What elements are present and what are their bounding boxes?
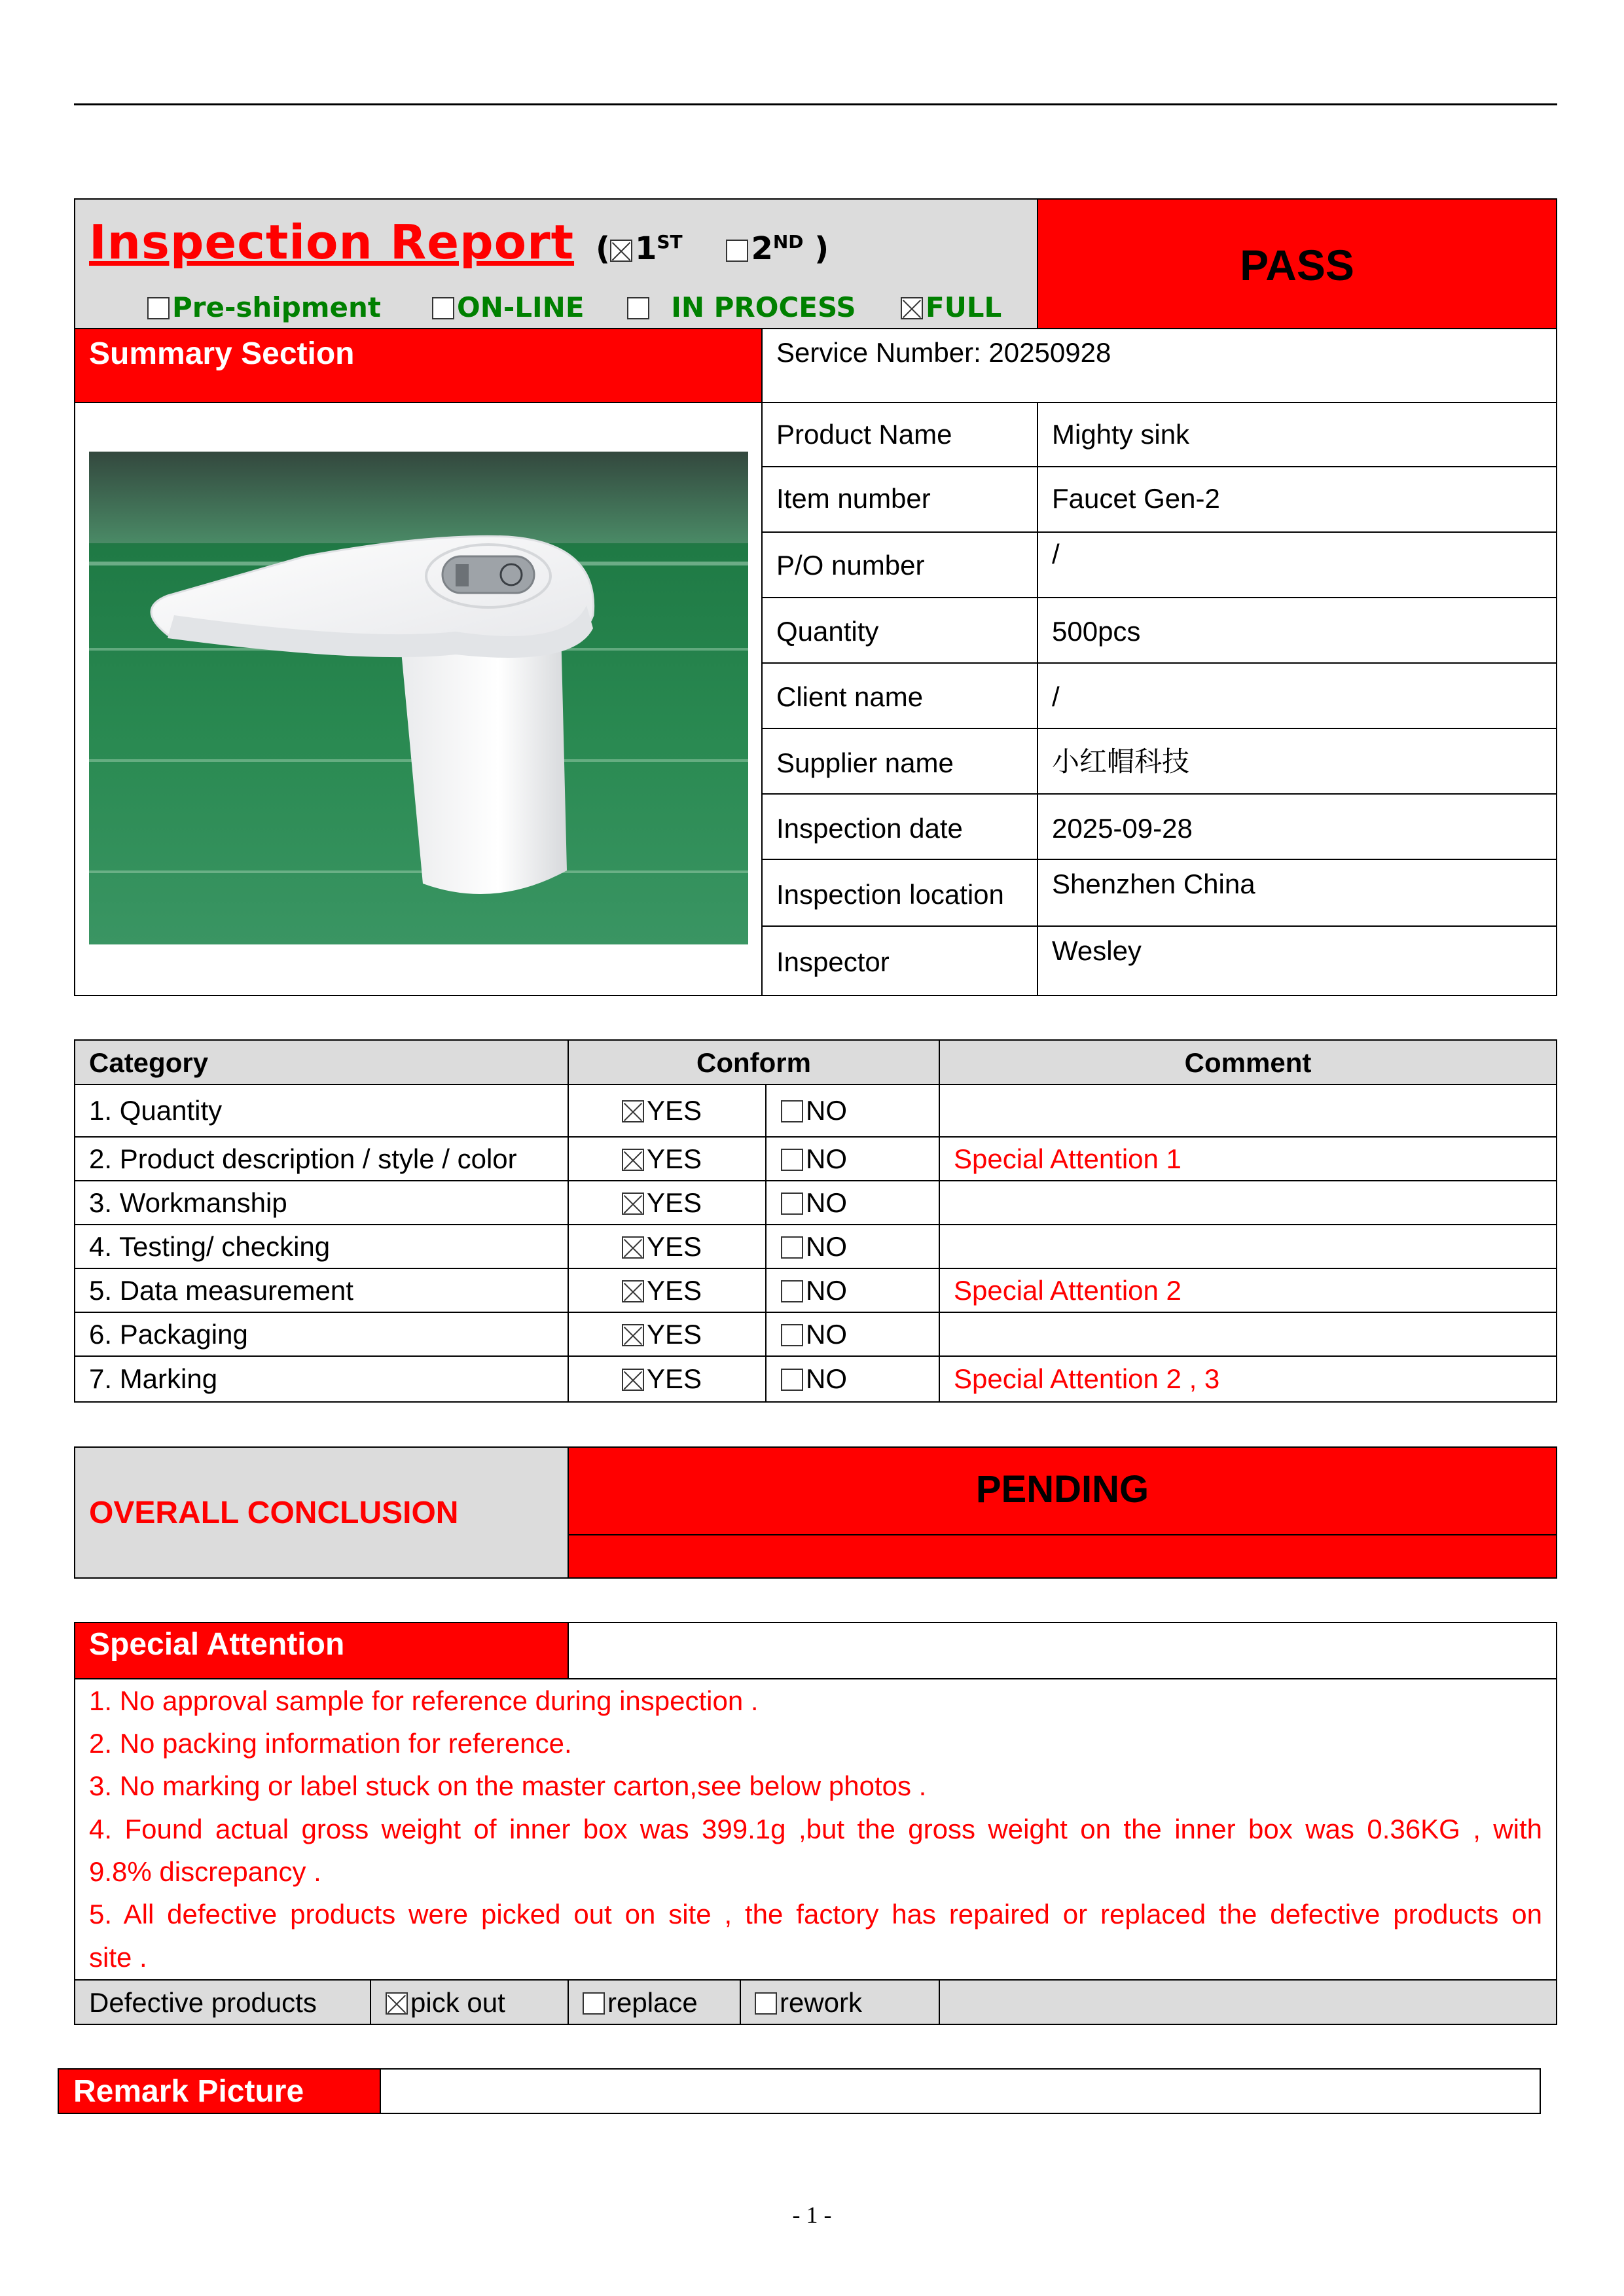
client-name-value: / — [1052, 681, 1060, 712]
report-title: Inspection Report — [89, 215, 575, 270]
no-checkbox[interactable] — [781, 1149, 803, 1171]
remark-title-blank — [380, 2068, 1541, 2114]
replace-checkbox[interactable] — [583, 1992, 605, 2015]
inspection-date-value: 2025-09-28 — [1052, 813, 1193, 844]
conform-header-label: Conform — [696, 1047, 811, 1078]
yes-checkbox[interactable] — [622, 1236, 644, 1259]
attention-item-2: 2. No packing information for reference. — [89, 1728, 572, 1759]
product-name-value: Mighty sink — [1052, 419, 1190, 450]
type-preshipment: Pre-shipment — [147, 294, 381, 321]
category-comment: Special Attention 2 , 3 — [954, 1363, 1220, 1394]
special-attention-title-blank — [568, 1622, 1557, 1679]
client-name-label: Client name — [776, 681, 924, 712]
yes-checkbox[interactable] — [622, 1100, 644, 1122]
round1-checkbox[interactable] — [610, 240, 632, 262]
conform-no: NO — [781, 1277, 847, 1304]
no-checkbox[interactable] — [781, 1324, 803, 1346]
table-cell — [939, 1084, 1557, 1138]
inspection-location-value: Shenzhen China — [1052, 869, 1255, 899]
category-comment: Special Attention 2 — [954, 1275, 1182, 1306]
inspection-date-label: Inspection date — [776, 813, 963, 844]
defective-label: Defective products — [89, 1987, 317, 2018]
comment-header-label: Comment — [1184, 1047, 1312, 1078]
category-comment: Special Attention 1 — [954, 1143, 1182, 1174]
round2-checkbox[interactable] — [726, 240, 748, 262]
service-number: Service Number: 20250928 — [776, 337, 1111, 368]
conform-yes: YES — [622, 1097, 702, 1124]
po-number-value: / — [1052, 539, 1060, 569]
conform-no: NO — [781, 1145, 847, 1173]
no-checkbox[interactable] — [781, 1100, 803, 1122]
conform-no: NO — [781, 1321, 847, 1348]
type-in-process: IN PROCESS — [627, 294, 856, 321]
item-number-value: Faucet Gen-2 — [1052, 483, 1220, 514]
attention-item-5-cont: site . — [89, 1942, 147, 1973]
no-checkbox[interactable] — [781, 1280, 803, 1302]
conform-yes: YES — [622, 1321, 702, 1348]
type-online: ON-LINE — [432, 294, 585, 321]
attention-item-1: 1. No approval sample for reference during inspection . — [89, 1685, 759, 1716]
yes-checkbox[interactable] — [622, 1149, 644, 1171]
option-pick-out: pick out — [386, 1989, 505, 2017]
inspector-value: Wesley — [1052, 935, 1142, 966]
category-label: 3. Workmanship — [89, 1187, 287, 1218]
product-name-label: Product Name — [776, 419, 952, 450]
online-checkbox[interactable] — [432, 297, 454, 319]
category-label: 7. Marking — [89, 1363, 218, 1394]
attention-item-4-cont: 9.8% discrepancy . — [89, 1856, 321, 1887]
preshipment-checkbox[interactable] — [147, 297, 170, 319]
inspection-round: ( 1ST 2ND ) — [596, 230, 829, 267]
no-checkbox[interactable] — [781, 1236, 803, 1259]
attention-item-4: 4. Found actual gross weight of inner box was 399.1g ,but the gross weight on the inner box was 0.36KG , with — [89, 1814, 1542, 1844]
conclusion-value: PENDING — [975, 1468, 1149, 1511]
remark-title: Remark Picture — [73, 2074, 304, 2109]
rework-checkbox[interactable] — [755, 1992, 777, 2015]
yes-checkbox[interactable] — [622, 1324, 644, 1346]
category-label: 6. Packaging — [89, 1319, 248, 1350]
yes-checkbox[interactable] — [622, 1369, 644, 1391]
top-rule — [74, 103, 1557, 105]
special-attention-title: Special Attention — [89, 1627, 345, 1662]
no-checkbox[interactable] — [781, 1193, 803, 1215]
faucet-illustration — [89, 452, 748, 944]
yes-checkbox[interactable] — [622, 1193, 644, 1215]
supplier-name-value: 小红帽科技 — [1052, 745, 1190, 778]
attention-item-5: 5. All defective products were picked out on site , the factory has repaired or replaced the defective products on — [89, 1899, 1542, 1929]
pick-out-checkbox[interactable] — [386, 1992, 408, 2015]
conform-no: NO — [781, 1097, 847, 1124]
inspector-label: Inspector — [776, 946, 890, 977]
inspection-location-label: Inspection location — [776, 879, 1004, 910]
in-process-checkbox[interactable] — [627, 297, 649, 319]
summary-title: Summary Section — [89, 336, 355, 371]
type-full: FULL — [901, 294, 1001, 321]
page-number: - 1 - — [792, 2202, 832, 2228]
category-label: 5. Data measurement — [89, 1275, 353, 1306]
quantity-label: Quantity — [776, 616, 879, 647]
conform-no: NO — [781, 1365, 847, 1393]
conform-no: NO — [781, 1233, 847, 1261]
conform-yes: YES — [622, 1189, 702, 1217]
po-number-label: P/O number — [776, 550, 925, 581]
conclusion-sub-box — [568, 1534, 1557, 1579]
product-photo — [89, 452, 748, 944]
supplier-name-label: Supplier name — [776, 747, 954, 778]
yes-checkbox[interactable] — [622, 1280, 644, 1302]
item-number-label: Item number — [776, 483, 931, 514]
full-checkbox[interactable] — [901, 297, 923, 319]
result-value: PASS — [1240, 241, 1354, 289]
conform-yes: YES — [622, 1365, 702, 1393]
category-header-label: Category — [89, 1047, 209, 1078]
option-replace: replace — [583, 1989, 698, 2017]
conform-no: NO — [781, 1189, 847, 1217]
option-rework: rework — [755, 1989, 862, 2017]
category-label: 1. Quantity — [89, 1095, 223, 1126]
no-checkbox[interactable] — [781, 1369, 803, 1391]
conform-yes: YES — [622, 1145, 702, 1173]
conform-yes: YES — [622, 1233, 702, 1261]
table-cell — [939, 1224, 1557, 1269]
conform-yes: YES — [622, 1277, 702, 1304]
conclusion-label: OVERALL CONCLUSION — [89, 1496, 459, 1530]
category-label: 2. Product description / style / color — [89, 1143, 517, 1174]
quantity-value: 500pcs — [1052, 616, 1141, 647]
category-label: 4. Testing/ checking — [89, 1231, 331, 1262]
table-cell — [939, 1180, 1557, 1225]
attention-item-3: 3. No marking or label stuck on the master carton,see below photos . — [89, 1770, 927, 1801]
table-cell — [939, 1312, 1557, 1357]
